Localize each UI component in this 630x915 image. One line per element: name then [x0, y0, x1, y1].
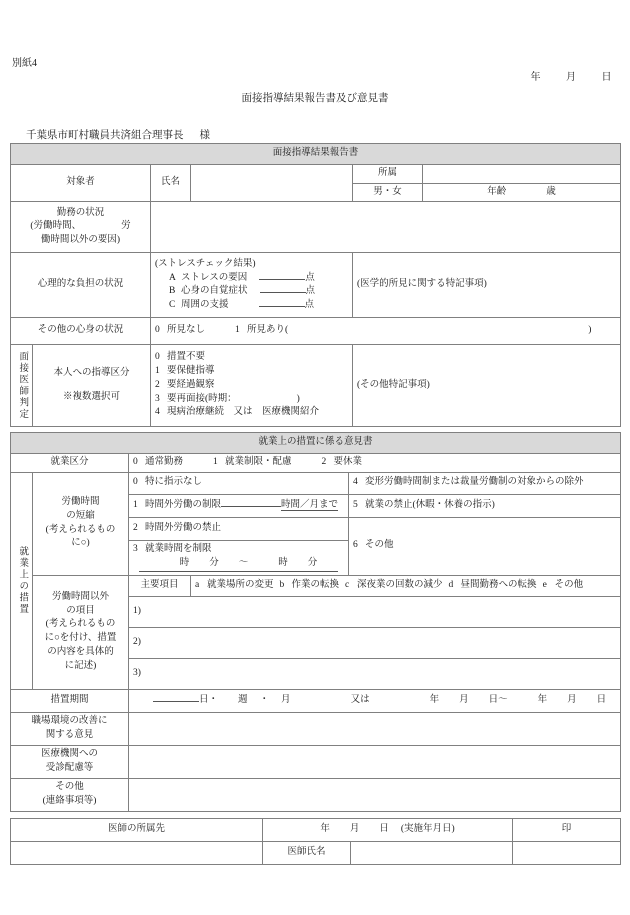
- reduce-option-3-hour-to[interactable]: 時: [278, 558, 288, 569]
- period-to-year[interactable]: 年: [537, 694, 548, 705]
- header-date-day: 日: [601, 72, 612, 83]
- work-measures-opinion-table: [10, 432, 621, 812]
- work-category-option-1-num: 1: [213, 456, 218, 467]
- age-label: 年齢: [487, 186, 507, 197]
- page-title: 面接指導結果報告書及び意見書: [241, 93, 389, 104]
- period-from-day[interactable]: 日～: [488, 694, 508, 705]
- guidance-option-1-num: 1: [155, 366, 160, 377]
- document-reference: 別紙4: [12, 58, 37, 69]
- doctor-affiliation-value-field[interactable]: [11, 842, 263, 865]
- table-row-banner: [11, 433, 621, 454]
- work-status-label: [11, 202, 151, 253]
- stress-item-a-key: A: [169, 272, 176, 283]
- stress-item-a-label: ストレスの要因: [181, 272, 248, 283]
- main-item-a-label[interactable]: 就業場所の変更: [207, 579, 274, 590]
- table-row-other-condition: [11, 318, 621, 345]
- table-row-work-status: [11, 202, 621, 253]
- guidance-option-2-label: 要経過観察: [167, 379, 215, 390]
- other-condition-cell[interactable]: [151, 318, 621, 345]
- numbered-row-1-marker: 1): [133, 605, 141, 616]
- guidance-option-4-label: 現病治療継続 又は 医療機関紹介: [167, 407, 320, 418]
- workplace-improve-label-line1: 職場環境の改善に: [31, 715, 108, 726]
- guidance-option-1-label: 要保健指導: [167, 366, 215, 377]
- guidance-option-3-num: 3: [155, 393, 160, 404]
- doctor-affiliation-label: 医師の所属先: [11, 819, 263, 842]
- table-row-doctor-header: [11, 819, 621, 842]
- reduce-option-1[interactable]: [129, 494, 349, 517]
- reduce-option-3-min-from[interactable]: 分: [209, 558, 219, 569]
- period-label: 措置期間: [11, 689, 129, 712]
- reduce-option-3-num: 3: [133, 544, 138, 555]
- stress-item-a[interactable]: [155, 272, 348, 286]
- guidance-label: 本人への指導区分: [53, 368, 130, 379]
- guidance-option-2[interactable]: [155, 379, 348, 393]
- other-label: [11, 778, 129, 811]
- reduce-option-4[interactable]: [349, 472, 621, 494]
- doctor-seal-label: 印: [513, 819, 621, 842]
- table-row-main-items: [11, 575, 621, 596]
- reduce-option-1-label: 時間外労働の制限: [145, 499, 222, 510]
- work-category-label: 就業区分: [11, 453, 129, 472]
- age-unit: 歳: [546, 186, 556, 197]
- guidance-note: ※複数選択可: [62, 391, 120, 402]
- doctor-date-day[interactable]: 日: [379, 824, 389, 835]
- numbered-row-1[interactable]: [129, 596, 621, 627]
- doctor-date-note: (実施年月日): [400, 824, 455, 835]
- main-item-a-key: a: [195, 579, 200, 590]
- table-row-reduce-hours-0: [11, 472, 621, 494]
- doctor-name-label: 医師氏名: [263, 842, 351, 865]
- period-count-input[interactable]: [153, 701, 199, 702]
- reduce-option-3-label: 就業時間を制限: [145, 544, 212, 555]
- table-row-medical-referral: [11, 745, 621, 778]
- work-category-option-2-label[interactable]: 要休業: [333, 456, 363, 467]
- table-row-period: [11, 689, 621, 712]
- name-value-field[interactable]: [191, 164, 353, 202]
- other-condition-opt0-num: 0: [155, 325, 160, 336]
- header-date-month: 月: [566, 72, 577, 83]
- reduce-option-5-num: 5: [353, 499, 358, 510]
- other-items-label-line6: に記述): [64, 660, 97, 671]
- reduce-hours-label-line4: に○): [71, 538, 90, 549]
- affiliation-value-field[interactable]: [423, 164, 621, 183]
- doctor-date-year[interactable]: 年: [320, 824, 330, 835]
- work-category-option-0-label[interactable]: 通常勤務: [145, 456, 184, 467]
- stress-item-c-label: 周囲の支援: [181, 300, 229, 311]
- guidance-option-2-num: 2: [155, 379, 160, 390]
- period-cell[interactable]: [129, 689, 621, 712]
- workplace-improve-label: [11, 712, 129, 745]
- period-separator: ・: [259, 694, 270, 705]
- header-date-year: 年: [530, 72, 541, 83]
- other-items-label-cell: [33, 575, 129, 689]
- stress-item-c-unit: 点: [304, 300, 315, 311]
- stress-item-b[interactable]: [155, 285, 348, 299]
- reduce-option-3-min-to[interactable]: 分: [307, 558, 318, 569]
- reduce-option-2-label: 時間外労働の禁止: [145, 522, 222, 533]
- mental-load-label: 心理的な負担の状況: [11, 253, 151, 318]
- guidance-option-3-label: 要再面接(時期：: [167, 393, 237, 404]
- medical-referral-value-field[interactable]: [129, 745, 621, 778]
- main-items-label: 主要項目: [129, 575, 191, 596]
- other-condition-label: その他の心身の状況: [11, 318, 151, 345]
- medical-referral-label-line2: 受診配慮等: [45, 762, 94, 773]
- work-status-label-line3: 働時間以外の要因): [40, 235, 121, 246]
- opinion-banner: 就業上の措置に係る意見書: [11, 433, 621, 454]
- period-unit-week[interactable]: 週: [238, 694, 248, 705]
- period-to-day[interactable]: 日: [596, 694, 607, 705]
- stress-check-header: (ストレスチェック結果): [155, 258, 256, 269]
- main-item-b-label[interactable]: 作業の転換: [291, 579, 340, 590]
- reduce-hours-label-line1: 労働時間: [61, 497, 100, 507]
- main-item-c-key: c: [345, 579, 350, 590]
- header-date-line: [531, 68, 613, 83]
- stress-item-c-input[interactable]: [259, 306, 305, 307]
- addressee: [26, 127, 210, 142]
- numbered-row-2-marker: 2): [133, 636, 141, 647]
- main-item-e-label[interactable]: その他: [554, 579, 584, 590]
- medical-note-cell[interactable]: [353, 253, 621, 318]
- table-row-other: [11, 778, 621, 811]
- age-cell[interactable]: [423, 183, 621, 202]
- main-item-b-key: b: [279, 579, 285, 590]
- main-item-d-label[interactable]: 昼間勤務への転換: [460, 579, 537, 590]
- work-category-option-1-label[interactable]: 就業制限・配慮: [225, 456, 292, 467]
- doctor-date-cell[interactable]: [263, 819, 513, 842]
- period-from-year[interactable]: 年: [429, 694, 440, 705]
- measures-vlabel-cell: [11, 472, 33, 689]
- workplace-improve-value-field[interactable]: [129, 712, 621, 745]
- reduce-option-4-num: 4: [353, 477, 358, 488]
- guidance-option-1[interactable]: [155, 365, 348, 379]
- reduce-hours-label-line3: (考えられるもの: [45, 524, 116, 535]
- medical-referral-label-line1: 医療機関への: [40, 748, 98, 759]
- doctor-name-value-field[interactable]: [351, 842, 513, 865]
- guidance-option-3[interactable]: [155, 393, 348, 407]
- other-notes-cell[interactable]: [353, 345, 621, 427]
- guidance-option-0[interactable]: [155, 351, 348, 365]
- period-unit-day[interactable]: 日・: [199, 694, 219, 705]
- subject-label: 対象者: [11, 164, 151, 202]
- reduce-option-3-tilde: ～: [238, 558, 249, 569]
- other-condition-opt1-label[interactable]: 所見あり(: [247, 325, 289, 336]
- stress-item-b-key: B: [169, 286, 176, 297]
- reduce-option-0-num: 0: [133, 477, 138, 488]
- reduce-option-4-label: 変形労働時間制または裁量労働制の対象からの除外: [365, 477, 584, 488]
- doctor-judgement-vlabel: 面接医師判定: [17, 351, 28, 421]
- other-label-line2: (連絡事項等): [42, 795, 97, 806]
- other-notes-header: (その他特記事項): [357, 379, 430, 390]
- period-unit-month[interactable]: 月: [281, 694, 291, 705]
- other-items-label-line4: に○を付け、措置: [44, 633, 117, 644]
- work-category-options-cell[interactable]: [129, 453, 621, 472]
- main-items-options-cell[interactable]: [191, 575, 621, 596]
- work-status-value-field[interactable]: [151, 202, 621, 253]
- work-status-label-line2a: (労働時間、: [30, 221, 82, 232]
- main-item-d-key: d: [448, 579, 454, 590]
- other-label-line1: その他: [55, 781, 84, 792]
- workplace-improve-label-line2: 関する意見: [45, 729, 94, 740]
- reduce-option-0[interactable]: [129, 472, 349, 494]
- doctor-judgement-vlabel-cell: [11, 345, 33, 427]
- work-category-option-0-num: 0: [133, 456, 138, 467]
- reduce-option-6[interactable]: [349, 517, 621, 575]
- work-category-option-2-num: 2: [321, 456, 327, 467]
- stress-check-cell[interactable]: [151, 253, 353, 318]
- table-row-subject: [11, 164, 621, 183]
- interview-result-report-table: [10, 143, 621, 427]
- reduce-hours-label-cell: [33, 472, 129, 575]
- other-items-label-line3: (考えられるもの: [45, 619, 116, 630]
- guidance-option-0-num: 0: [155, 352, 160, 363]
- reduce-option-2[interactable]: [129, 517, 349, 540]
- stress-item-a-input[interactable]: [259, 279, 305, 280]
- reduce-option-6-num: 6: [353, 540, 358, 551]
- other-items-label-line1: 労働時間以外: [51, 591, 109, 602]
- other-value-field[interactable]: [129, 778, 621, 811]
- work-status-label-line2: [15, 220, 146, 234]
- period-or: 又は: [350, 694, 370, 705]
- main-item-c-label[interactable]: 深夜業の回数の減少: [357, 579, 443, 590]
- guidance-option-4[interactable]: [155, 406, 348, 420]
- numbered-row-2[interactable]: [129, 627, 621, 658]
- reduce-option-5[interactable]: [349, 494, 621, 517]
- numbered-row-3-marker: 3): [133, 667, 141, 678]
- reduce-option-6-label: その他: [365, 540, 394, 551]
- table-row-banner: [11, 144, 621, 165]
- stress-item-b-label: 心身の自覚症状: [181, 286, 248, 297]
- measures-vlabel: 就業上の措置: [17, 546, 28, 616]
- main-item-e-key: e: [542, 579, 547, 590]
- stress-item-a-unit: 点: [305, 272, 315, 283]
- affiliation-label: 所属: [353, 164, 423, 183]
- reduce-option-0-label: 特に指示なし: [145, 477, 203, 488]
- reduce-option-1-suffix: 時間／月まで: [281, 499, 339, 510]
- stress-item-b-input[interactable]: [260, 292, 306, 293]
- guidance-label-cell: [33, 345, 151, 427]
- period-to-month[interactable]: 月: [567, 694, 577, 705]
- other-condition-opt1-num: 1: [235, 325, 240, 336]
- table-row-mental-load: [11, 253, 621, 318]
- guidance-option-3-close: ): [296, 393, 300, 404]
- other-condition-close-paren: ): [588, 325, 592, 336]
- numbered-row-3[interactable]: [129, 658, 621, 689]
- reduce-hours-label-line2: の短縮: [66, 510, 95, 521]
- period-from-month[interactable]: 月: [459, 694, 469, 705]
- table-row-work-category: [11, 453, 621, 472]
- reduce-option-3-hour-from[interactable]: 時: [179, 558, 190, 569]
- gender-label[interactable]: 男・女: [353, 183, 423, 202]
- guidance-options-cell[interactable]: [151, 345, 353, 427]
- reduce-option-3[interactable]: [129, 540, 349, 575]
- doctor-signature-table: [10, 818, 621, 865]
- table-row-doctor-name: [11, 842, 621, 865]
- table-row-doctor-judgement: [11, 345, 621, 427]
- addressee-name: 千葉県市町村職員共済組合理事長: [26, 130, 184, 141]
- table-row-workplace-improve: [11, 712, 621, 745]
- reduce-option-2-num: 2: [133, 522, 138, 533]
- reduce-option-1-input[interactable]: [221, 506, 281, 507]
- medical-note-header: (医学的所見に関する特記事項): [357, 279, 487, 290]
- medical-referral-label: [11, 745, 129, 778]
- stress-item-c-key: C: [169, 300, 176, 311]
- work-status-label-line2b: 労: [121, 221, 131, 232]
- other-items-label-line5: の内容を具体的: [47, 646, 114, 657]
- other-condition-opt0-label[interactable]: 所見なし: [167, 325, 206, 336]
- stress-item-c[interactable]: [155, 299, 348, 313]
- reduce-option-5-label: 就業の禁止(休暇・休養の指示): [365, 499, 495, 510]
- guidance-option-0-label: 措置不要: [167, 352, 206, 363]
- report-banner: 面接指導結果報告書: [11, 144, 621, 165]
- name-label: 氏名: [151, 164, 191, 202]
- doctor-seal-field[interactable]: [513, 842, 621, 865]
- other-items-label-line2: の項目: [66, 605, 95, 616]
- addressee-honorific: 様: [199, 130, 210, 141]
- reduce-option-1-num: 1: [133, 499, 138, 510]
- work-status-label-line1: 勤務の状況: [56, 207, 105, 218]
- stress-item-b-unit: 点: [305, 286, 316, 297]
- guidance-option-4-num: 4: [155, 407, 160, 418]
- doctor-date-month[interactable]: 月: [349, 824, 360, 835]
